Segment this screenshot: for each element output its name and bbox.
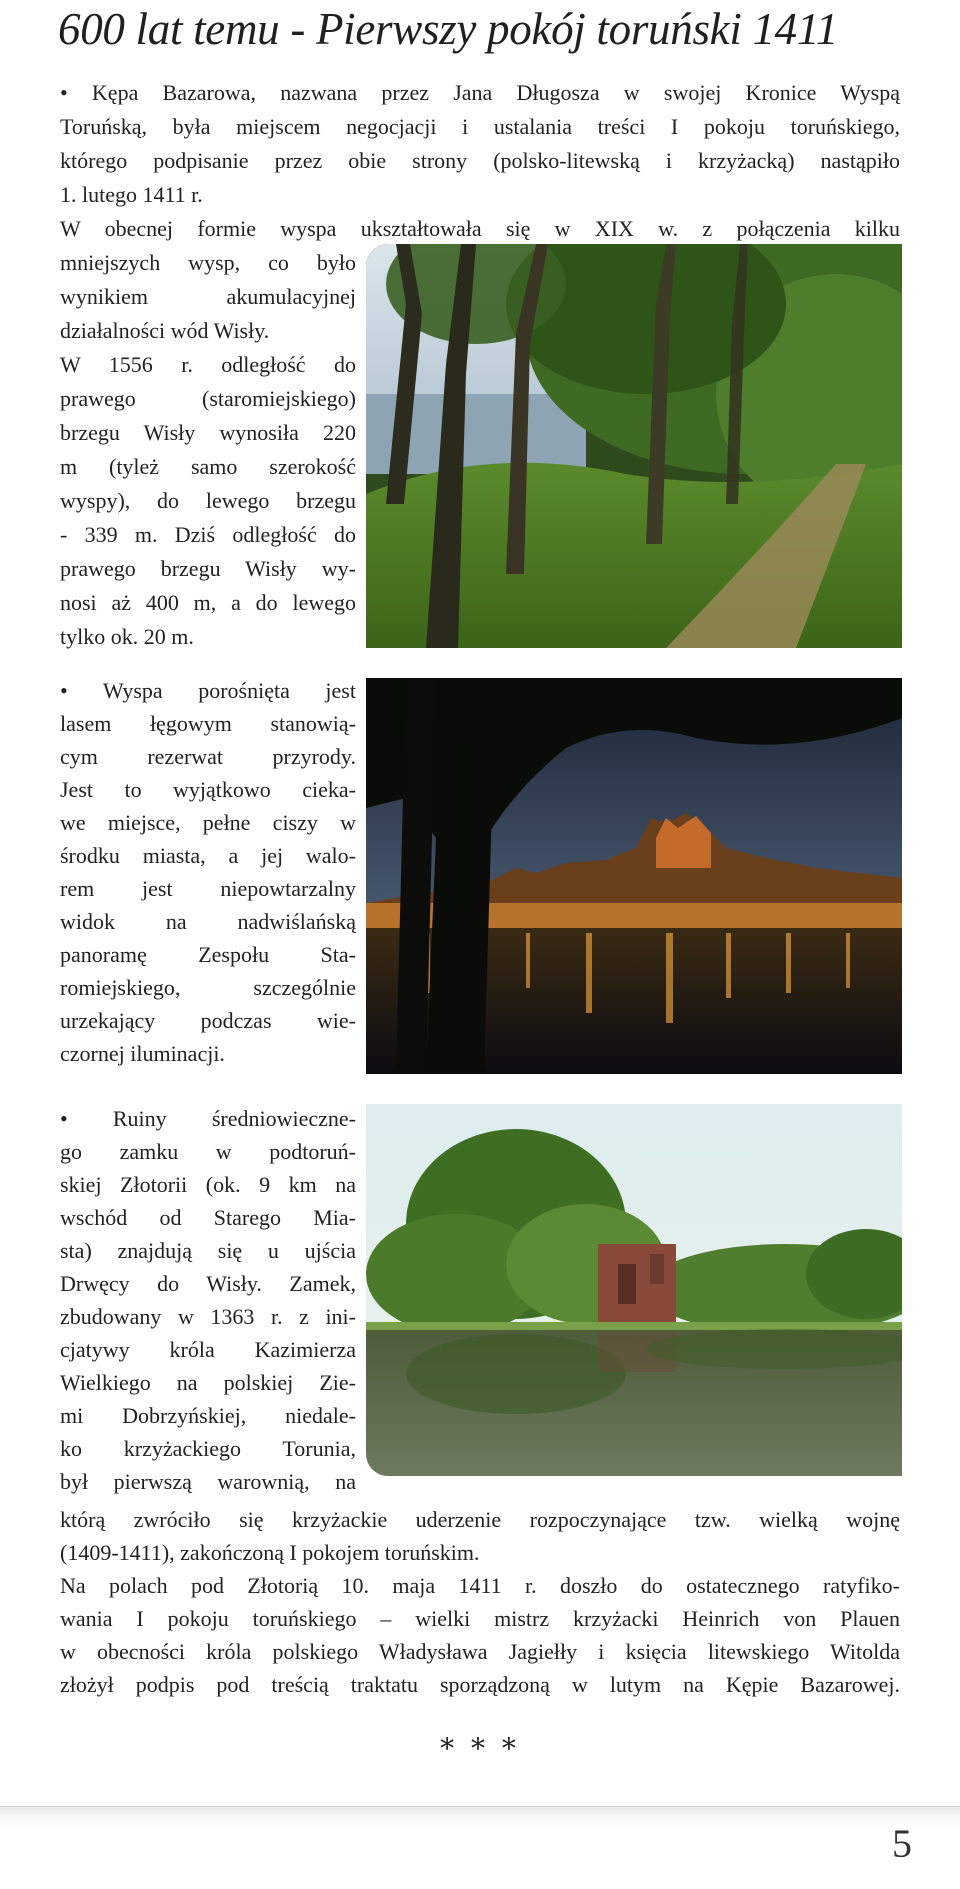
- text-line: W 1556 r. odległość do: [60, 352, 356, 377]
- text-line: Toruńską, była miejscem negocjacji i ustalania treści I pokoju toruńskiego,: [60, 114, 900, 139]
- castle-ruins-photo: [366, 1104, 902, 1476]
- text-line: w obecności króla polskiego Władysława Jagiełły i księcia litewskiego Witolda: [60, 1639, 900, 1664]
- text-line: nosi aż 400 m, a do lewego: [60, 590, 356, 615]
- text-line: mniejszych wysp, co było: [60, 250, 356, 275]
- text-line: skiej Złotorii (ok. 9 km na: [60, 1172, 356, 1197]
- footer-band: [0, 1806, 960, 1889]
- forest-path-photo: [366, 244, 902, 648]
- text-line: cym rezerwat przyrody.: [60, 744, 356, 769]
- text-line: Drwęcy do Wisły. Zamek,: [60, 1271, 356, 1296]
- text-line: zbudowany w 1363 r. z ini-: [60, 1304, 356, 1329]
- text-line: • Kępa Bazarowa, nazwana przez Jana Długosza w swojej Kronice Wyspą: [60, 80, 900, 105]
- text-line: cjatywy króla Kazimierza: [60, 1337, 356, 1362]
- text-line: we miejsce, pełne ciszy w: [60, 810, 356, 835]
- text-line: Jest to wyjątkowo cieka-: [60, 777, 356, 802]
- text-line: (1409-1411), zakończoną I pokojem toruńskim.: [60, 1540, 480, 1565]
- text-line: ko krzyżackiego Torunia,: [60, 1436, 356, 1461]
- text-line: wania I pokoju toruńskiego – wielki mistrz krzyżacki Heinrich von Plauen: [60, 1606, 900, 1631]
- text-line: go zamku w podtoruń-: [60, 1139, 356, 1164]
- text-line: 1. lutego 1411 r.: [60, 182, 203, 207]
- text-line: wynikiem akumulacyjnej: [60, 284, 356, 309]
- text-line: którego podpisanie przez obie strony (polsko-litewską i krzyżacką) nastąpiło: [60, 148, 900, 173]
- text-line: Na polach pod Złotorią 10. maja 1411 r. doszło do ostatecznego ratyfiko-: [60, 1573, 900, 1598]
- text-line: - 339 m. Dziś odległość do: [60, 522, 356, 547]
- text-line: działalności wód Wisły.: [60, 318, 270, 343]
- text-line: • Ruiny średniowieczne-: [60, 1106, 356, 1131]
- text-line: urzekający podczas wie-: [60, 1008, 356, 1033]
- text-line: rem jest niepowtarzalny: [60, 876, 356, 901]
- text-line: był pierwszą warownią, na: [60, 1469, 356, 1494]
- text-line: • Wyspa porośnięta jest: [60, 678, 356, 703]
- text-line: panoramę Zespołu Sta-: [60, 942, 356, 967]
- text-line: wschód od Starego Mia-: [60, 1205, 356, 1230]
- text-line: złożył podpis pod treścią traktatu sporządzoną w lutym na Kępie Bazarowej.: [60, 1672, 900, 1697]
- text-line: wyspy), do lewego brzegu: [60, 488, 356, 513]
- text-line: widok na nadwiślańską: [60, 909, 356, 934]
- text-line: którą zwróciło się krzyżackie uderzenie rozpoczynające tzw. wielką wojnę: [60, 1507, 900, 1532]
- text-line: m (tyleż samo szerokość: [60, 454, 356, 479]
- page-title: 600 lat temu - Pierwszy pokój toruński 1411: [58, 4, 838, 54]
- page-number: 5: [892, 1821, 912, 1866]
- text-line: Wielkiego na polskiej Zie-: [60, 1370, 356, 1395]
- text-line: prawego brzegu Wisły wy-: [60, 556, 356, 581]
- text-line: prawego (staromiejskiego): [60, 386, 356, 411]
- text-line: brzegu Wisły wynosiła 220: [60, 420, 356, 445]
- text-line: romiejskiego, szczególnie: [60, 975, 356, 1000]
- text-line: czornej iluminacji.: [60, 1041, 225, 1066]
- section-separator: * * *: [440, 1732, 520, 1765]
- text-line: W obecnej formie wyspa ukształtowała się w XIX w. z połączenia kilku: [60, 216, 900, 241]
- text-line: sta) znajdują się u ujścia: [60, 1238, 356, 1263]
- night-panorama-photo: [366, 678, 902, 1074]
- text-line: tylko ok. 20 m.: [60, 624, 194, 649]
- text-line: lasem łęgowym stanowią-: [60, 711, 356, 736]
- text-line: środku miasta, a jej walo-: [60, 843, 356, 868]
- text-line: mi Dobrzyńskiej, niedale-: [60, 1403, 356, 1428]
